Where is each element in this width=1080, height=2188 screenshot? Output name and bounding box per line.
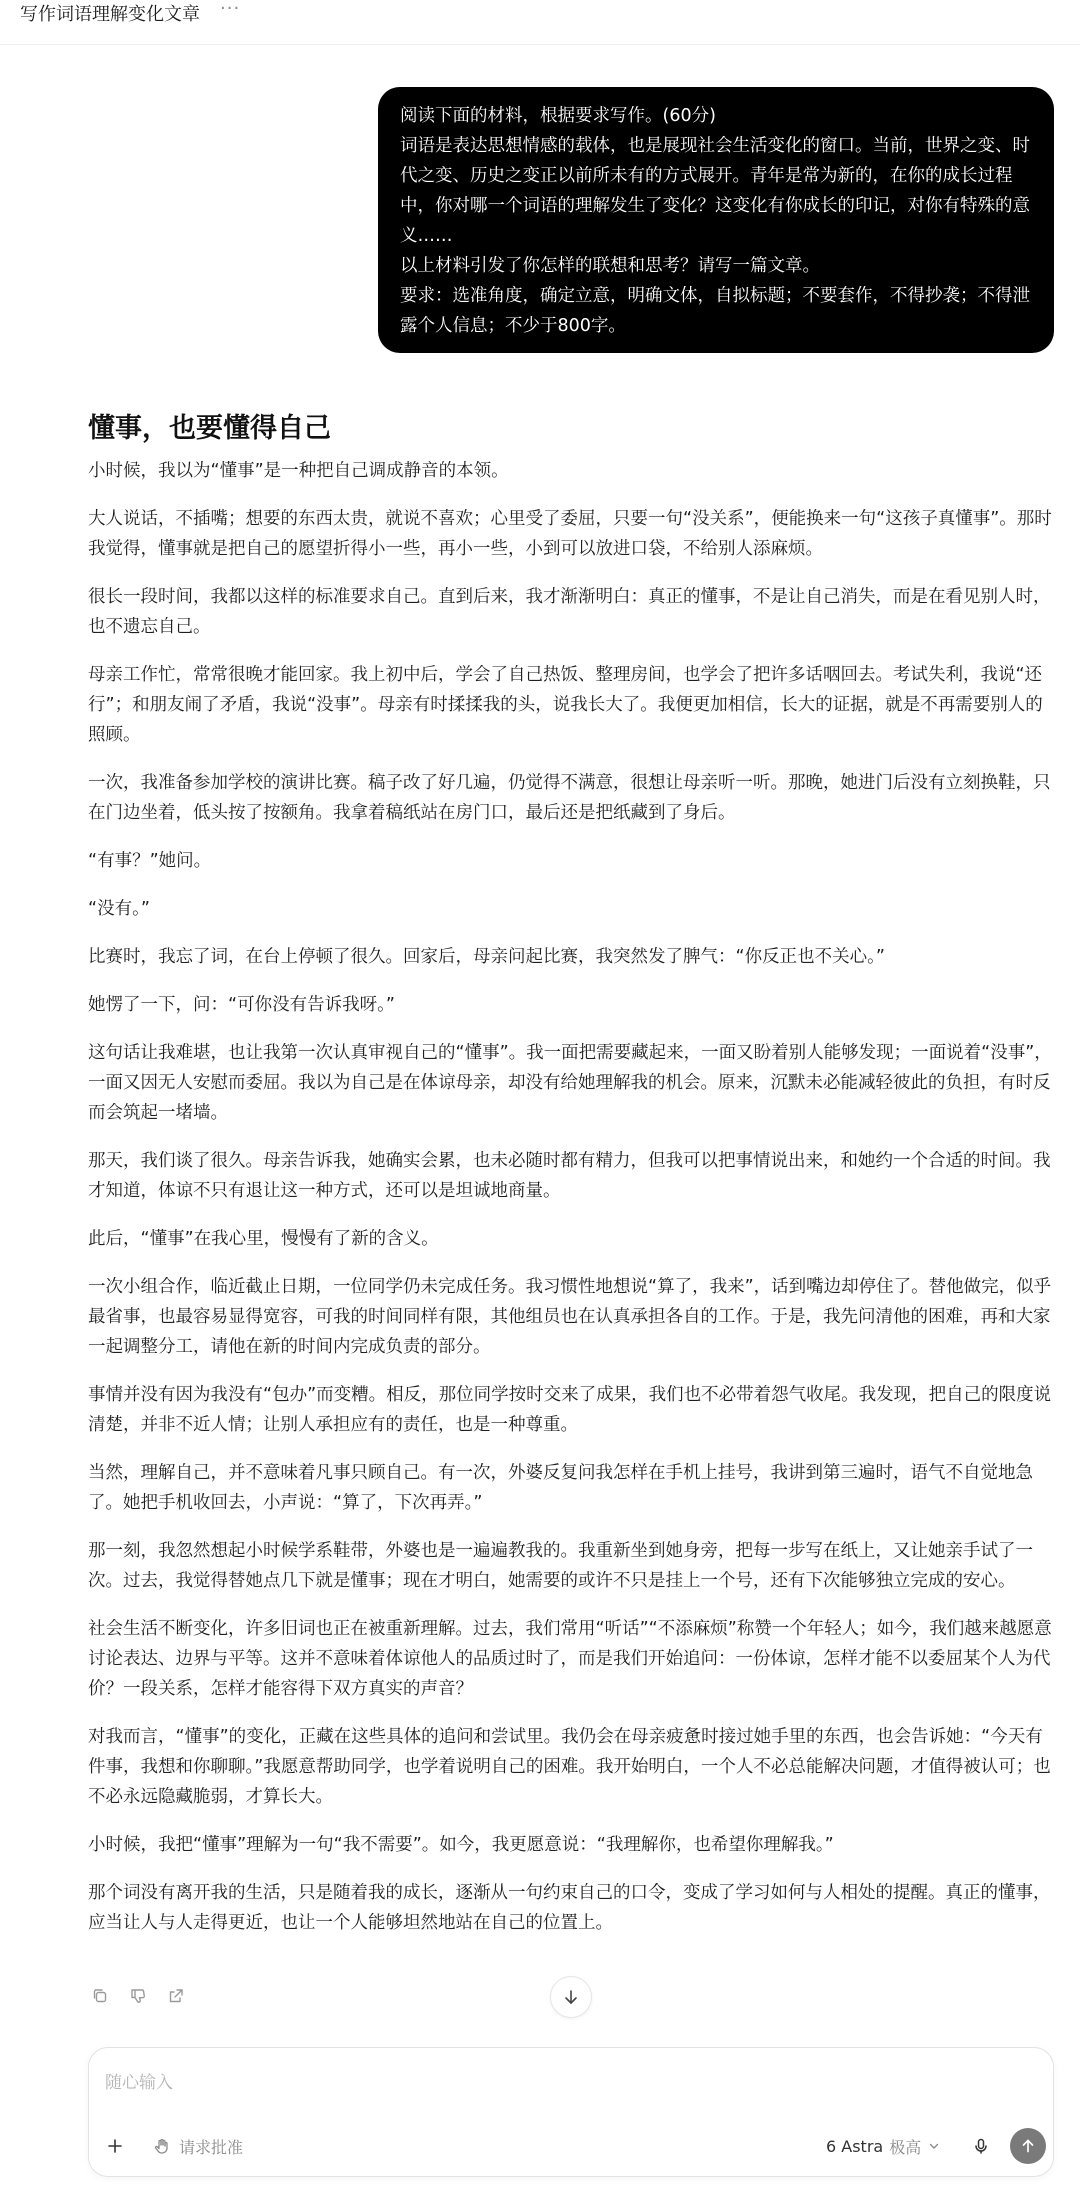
- user-message-bubble: [378, 87, 1054, 353]
- microphone-icon: [972, 2137, 990, 2155]
- user-message-line: 词语是表达思想情感的载体，也是展现社会生活变化的窗口。当前，世界之变、时代之变、历史之变正以前所未有的方式展开。青年是常为新的，在你的成长过程中，你对哪一个词语的理解发生了变化？这变化有你成长的印记，对你有特殊的意义……: [400, 136, 1030, 246]
- arrow-down-icon: [562, 1988, 580, 2006]
- hand-icon: [153, 2137, 171, 2155]
- request-approval-button[interactable]: [153, 2132, 243, 2160]
- article-paragraph: 母亲工作忙，常常很晚才能回家。我上初中后，学会了自己热饭、整理房间，也学会了把许多话咽回去。考试失利，我说“还行”；和朋友闹了矛盾，我说“没事”。母亲有时揉揉我的头，说我长大了。我便更加相信，长大的证据，就是不再需要别人的照顾。: [88, 665, 1043, 745]
- article-paragraph: 事情并没有因为我没有“包办”而变糟。相反，那位同学按时交来了成果，我们也不必带着怨气收尾。我发现，把自己的限度说清楚，并非不近人情；让别人承担应有的责任，也是一种尊重。: [88, 1385, 1052, 1435]
- assistant-response: [88, 408, 1052, 1956]
- article-paragraph: “有事？”她问。: [88, 851, 212, 871]
- add-attachment-button[interactable]: [103, 2134, 127, 2158]
- request-approval-label: 请求批准: [179, 2137, 244, 2157]
- message-composer: [88, 2047, 1054, 2177]
- chevron-down-icon: [927, 2139, 941, 2153]
- article-paragraph: 很长一段时间，我都以这样的标准要求自己。直到后来，我才渐渐明白：真正的懂事，不是让自己消失，而是在看见别人时，也不遗忘自己。: [88, 587, 1051, 637]
- user-message-line: 阅读下面的材料，根据要求写作。(60分): [400, 106, 716, 126]
- article-paragraph: 她愣了一下，问：“可你没有告诉我呀。”: [88, 995, 395, 1015]
- article-paragraph: 当然，理解自己，并不意味着凡事只顾自己。有一次，外婆反复问我怎样在手机上挂号，我讲到第三遍时，语气不自觉地急了。她把手机收回去，小声说：“算了，下次再弄。”: [88, 1463, 1033, 1513]
- article-paragraph: “没有。”: [88, 899, 150, 919]
- thumbs-down-icon[interactable]: [126, 1984, 150, 2008]
- article-paragraph: 小时候，我以为“懂事”是一种把自己调成静音的本领。: [88, 461, 509, 481]
- article-paragraph: 那天，我们谈了很久。母亲告诉我，她确实会累，也未必随时都有精力，但我可以把事情说出来，和她约一个合适的时间。我才知道，体谅不只有退让这一种方式，还可以是坦诚地商量。: [88, 1151, 1051, 1201]
- article-paragraph: 这句话让我难堪，也让我第一次认真审视自己的“懂事”。我一面把需要藏起来，一面又盼着别人能够发现；一面说着“没事”，一面又因无人安慰而委屈。我以为自己是在体谅母亲，却没有给她理解我的机会。原来，沉默未必能减轻彼此的负担，有时反而会筑起一堵墙。: [88, 1043, 1052, 1123]
- article-paragraph: 那一刻，我忽然想起小时候学系鞋带，外婆也是一遍遍教我的。我重新坐到她身旁，把每一步写在纸上，又让她亲手试了一次。过去，我觉得替她点几下就是懂事；现在才明白，她需要的或许不只是挂上一个号，还有下次能够独立完成的安心。: [88, 1541, 1033, 1591]
- model-name: 6 Astra: [826, 2136, 884, 2156]
- send-button[interactable]: [1010, 2128, 1046, 2164]
- article-paragraph: 比赛时，我忘了词，在台上停顿了很久。回家后，母亲问起比赛，我突然发了脾气：“你反正也不关心。”: [88, 947, 885, 967]
- plus-icon: [106, 2137, 124, 2155]
- microphone-button[interactable]: [967, 2132, 995, 2160]
- model-level: 极高: [889, 2137, 922, 2157]
- message-actions: [88, 1984, 188, 2008]
- article-paragraph: 此后，“懂事”在我心里，慢慢有了新的含义。: [88, 1229, 439, 1249]
- conversation-title[interactable]: 写作词语理解变化文章: [20, 4, 200, 25]
- user-message-line: 要求：选准角度，确定立意，明确文体，自拟标题；不要套作，不得抄袭；不得泄露个人信息；不少于800字。: [400, 286, 1030, 336]
- ellipsis-icon[interactable]: ···: [220, 0, 241, 19]
- user-message-line: 以上材料引发了你怎样的联想和思考？请写一篇文章。: [400, 256, 820, 276]
- article-title: 懂事，也要懂得自己: [88, 413, 331, 444]
- model-selector[interactable]: [826, 2132, 941, 2160]
- share-icon[interactable]: [164, 1984, 188, 2008]
- article-paragraph: 社会生活不断变化，许多旧词也正在被重新理解。过去，我们常用“听话”“不添麻烦”称赞一个年轻人；如今，我们越来越愿意讨论表达、边界与平等。这并不意味着体谅他人的品质过时了，而是我们开始追问：一份体谅，怎样才能不以委屈某个人为代价？一段关系，怎样才能容得下双方真实的声音？: [88, 1619, 1052, 1699]
- article-paragraph: 对我而言，“懂事”的变化，正藏在这些具体的追问和尝试里。我仍会在母亲疲惫时接过她手里的东西，也会告诉她：“今天有件事，我想和你聊聊。”我愿意帮助同学，也学着说明自己的困难。我开始明白，一个人不必总能解决问题，才值得被认可；也不必永远隐藏脆弱，才算长大。: [88, 1727, 1051, 1807]
- article-paragraph: 一次，我准备参加学校的演讲比赛。稿子改了好几遍，仍觉得不满意，很想让母亲听一听。那晚，她进门后没有立刻换鞋，只在门边坐着，低头按了按额角。我拿着稿纸站在房门口，最后还是把纸藏到了身后。: [88, 773, 1051, 823]
- article-paragraph: 一次小组合作，临近截止日期，一位同学仍未完成任务。我习惯性地想说“算了，我来”，话到嘴边却停住了。替他做完，似乎最省事，也最容易显得宽容，可我的时间同样有限，其他组员也在认真承担各自的工作。于是，我先问清他的困难，再和大家一起调整分工，请他在新的时间内完成负责的部分。: [88, 1277, 1052, 1357]
- article-paragraph: 那个词没有离开我的生活，只是随着我的成长，逐渐从一句约束自己的口令，变成了学习如何与人相处的提醒。真正的懂事，应当让人与人走得更近，也让一个人能够坦然地站在自己的位置上。: [88, 1883, 1051, 1933]
- top-bar: [0, 0, 1080, 45]
- article-paragraph: 大人说话，不插嘴；想要的东西太贵，就说不喜欢；心里受了委屈，只要一句“没关系”，便能换来一句“这孩子真懂事”。那时我觉得，懂事就是把自己的愿望折得小一些，再小一些，小到可以放进口袋，不给别人添麻烦。: [88, 509, 1052, 559]
- copy-icon[interactable]: [88, 1984, 112, 2008]
- arrow-up-icon: [1020, 2138, 1036, 2154]
- article-paragraph: 小时候，我把“懂事”理解为一句“我不需要”。如今，我更愿意说：“我理解你，也希望你理解我。”: [88, 1835, 834, 1855]
- scroll-to-bottom-button[interactable]: [550, 1976, 592, 2018]
- message-input[interactable]: [103, 2066, 1007, 2100]
